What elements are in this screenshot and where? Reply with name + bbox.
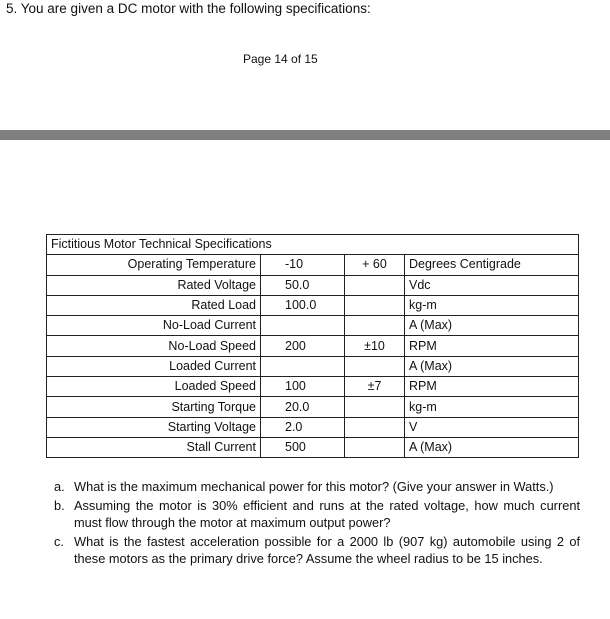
param-cell: Rated Load	[47, 295, 261, 315]
part-text: What is the fastest acceleration possible for a 2000 lb (907 kg) automobile using 2 of these motors as the primary drive force? Assume the wheel radius to be 15 inches.	[74, 533, 580, 566]
part-marker: c.	[54, 533, 64, 549]
unit-cell: Degrees Centigrade	[405, 255, 579, 275]
tolerance-cell	[345, 417, 405, 437]
unit-cell: kg-m	[405, 295, 579, 315]
value-cell: -10	[261, 255, 345, 275]
param-cell: Operating Temperature	[47, 255, 261, 275]
value-cell: 50.0	[261, 275, 345, 295]
table-row	[47, 417, 579, 437]
question-part	[52, 478, 580, 496]
spec-table	[46, 234, 579, 458]
value-cell: 100.0	[261, 295, 345, 315]
tolerance-cell: ±7	[345, 377, 405, 397]
param-cell: No-Load Speed	[47, 336, 261, 356]
part-text: Assuming the motor is 30% efficient and runs at the rated voltage, how much current must flow through the motor at maximum output power?	[74, 497, 580, 530]
value-cell: 500	[261, 437, 345, 457]
tolerance-cell	[345, 316, 405, 336]
table-title: Fictitious Motor Technical Specifications	[47, 235, 579, 255]
param-cell: Rated Voltage	[47, 275, 261, 295]
unit-cell: RPM	[405, 336, 579, 356]
part-marker: b.	[54, 497, 65, 513]
table-row	[47, 275, 579, 295]
table-row	[47, 397, 579, 417]
table-row	[47, 255, 579, 275]
tolerance-cell: + 60	[345, 255, 405, 275]
unit-cell: V	[405, 417, 579, 437]
page-number-label: Page 14 of 15	[243, 52, 318, 66]
value-cell: 2.0	[261, 417, 345, 437]
value-cell: 100	[261, 377, 345, 397]
table-row	[47, 295, 579, 315]
value-cell: 20.0	[261, 397, 345, 417]
value-cell	[261, 316, 345, 336]
question-part	[52, 533, 580, 568]
page-divider	[0, 130, 610, 140]
tolerance-cell	[345, 275, 405, 295]
unit-cell: A (Max)	[405, 316, 579, 336]
table-row	[47, 316, 579, 336]
param-cell: Starting Torque	[47, 397, 261, 417]
part-marker: a.	[54, 479, 65, 494]
table-row	[47, 437, 579, 457]
tolerance-cell: ±10	[345, 336, 405, 356]
param-cell: Starting Voltage	[47, 417, 261, 437]
unit-cell: kg-m	[405, 397, 579, 417]
unit-cell: A (Max)	[405, 437, 579, 457]
question-heading: 5. You are given a DC motor with the following specifications:	[6, 1, 371, 16]
table-row	[47, 377, 579, 397]
table-row	[47, 356, 579, 376]
question-parts-list	[52, 478, 580, 569]
part-text: What is the maximum mechanical power for this motor? (Give your answer in Watts.)	[74, 479, 554, 494]
tolerance-cell	[345, 295, 405, 315]
unit-cell: A (Max)	[405, 356, 579, 376]
value-cell: 200	[261, 336, 345, 356]
tolerance-cell	[345, 397, 405, 417]
question-part	[52, 497, 580, 532]
param-cell: Stall Current	[47, 437, 261, 457]
unit-cell: Vdc	[405, 275, 579, 295]
tolerance-cell	[345, 437, 405, 457]
table-title-row	[47, 235, 579, 255]
param-cell: No-Load Current	[47, 316, 261, 336]
tolerance-cell	[345, 356, 405, 376]
unit-cell: RPM	[405, 377, 579, 397]
param-cell: Loaded Current	[47, 356, 261, 376]
table-row	[47, 336, 579, 356]
value-cell	[261, 356, 345, 376]
param-cell: Loaded Speed	[47, 377, 261, 397]
